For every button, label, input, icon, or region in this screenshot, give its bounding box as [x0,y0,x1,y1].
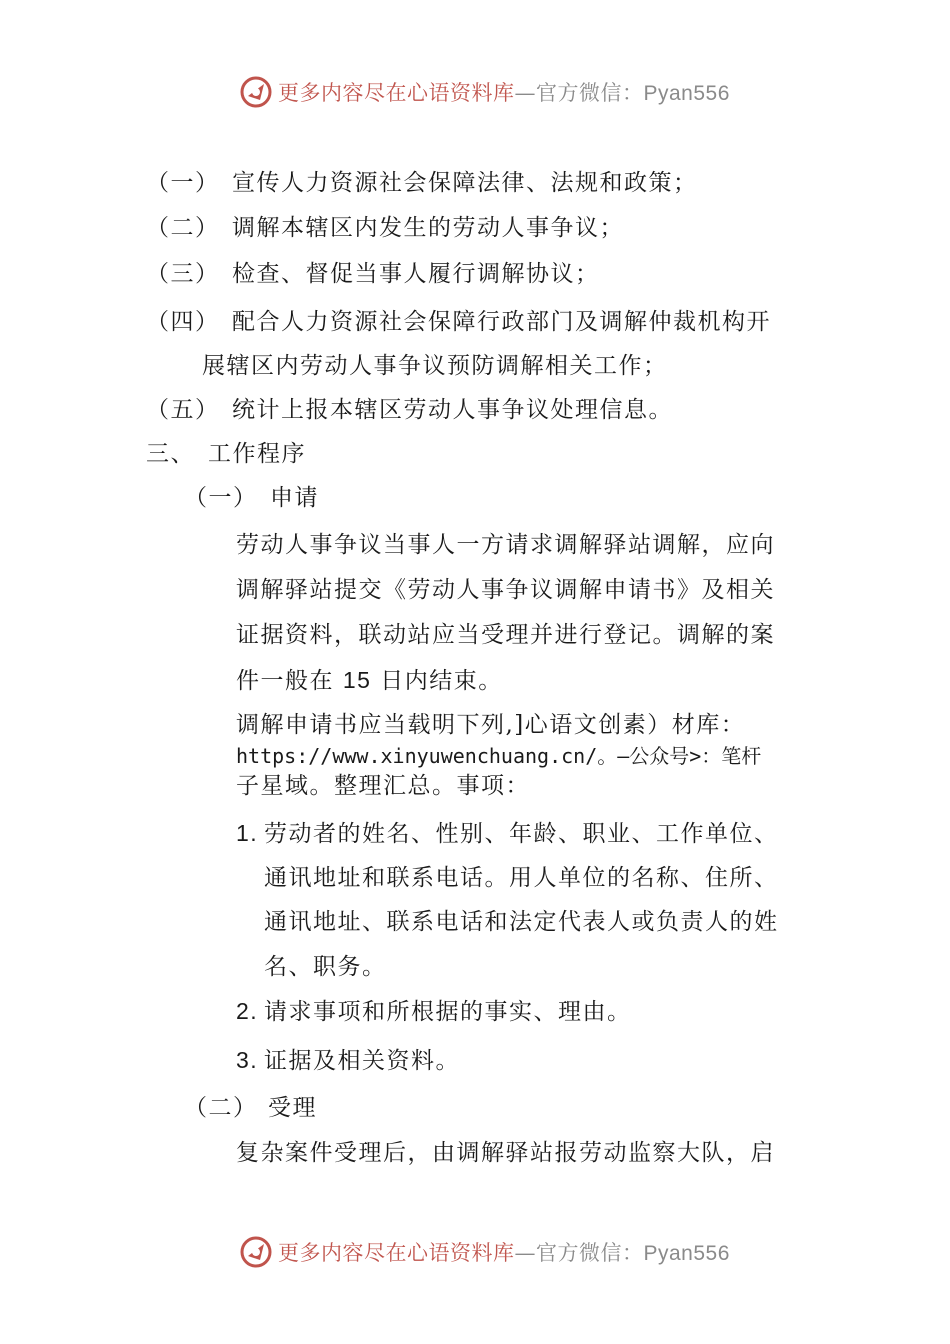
paragraph-line: 劳动人事争议当事人一方请求调解驿站调解，应向 [236,532,775,558]
paragraph-line: 调解驿站提交《劳动人事争议调解申请书》及相关 [236,577,775,603]
paragraph-line: 复杂案件受理后，由调解驿站报劳动监察大队，启 [236,1140,775,1166]
subsection-heading-1: （一） 申请 [184,485,319,511]
list-item-1: 1. 劳动者的姓名、性别、年龄、职业、工作单位、 [236,820,779,847]
watermark-logo-icon [238,1234,274,1270]
duty-item-4-cont: 展辖区内劳动人事争议预防调解相关工作； [202,353,668,379]
duty-item-3: （三） 检查、督促当事人履行调解协议； [146,261,600,287]
watermark-logo-icon [238,74,274,110]
section-heading: 三、 工作程序 [146,441,306,467]
header-watermark [238,72,730,112]
paragraph-line: 件一般在 15 日内结束。 [236,667,503,694]
list-item-2: 2. 请求事项和所根据的事实、理由。 [236,998,632,1025]
footer-watermark [238,1232,730,1272]
paragraph-line: 子星域。整理汇总。事项： [236,773,530,799]
watermark-text: 更多内容尽在心语资料库—官方微信：Pyan556 [278,1241,730,1265]
duty-item-5: （五） 统计上报本辖区劳动人事争议处理信息。 [146,397,673,423]
duty-item-1: （一） 宣传人力资源社会保障法律、法规和政策； [146,170,698,196]
duty-item-2: （二） 调解本辖区内发生的劳动人事争议； [146,215,624,241]
paragraph-line: https://www.xinyuwenchuang.cn/。—公众号>：笔杆 [236,744,762,768]
list-item-1-cont: 名、职务。 [264,954,387,980]
list-item-1-cont: 通讯地址、联系电话和法定代表人或负责人的姓 [264,909,779,935]
duty-item-4: （四） 配合人力资源社会保障行政部门及调解仲裁机构开 [146,309,771,335]
list-item-3: 3. 证据及相关资料。 [236,1047,460,1074]
paragraph-line: 证据资料，联动站应当受理并进行登记。调解的案 [236,622,775,648]
subsection-heading-2: （二） 受理 [184,1095,317,1121]
watermark-text: 更多内容尽在心语资料库—官方微信：Pyan556 [278,81,730,105]
paragraph-line: 调解申请书应当载明下列,]心语文创素）材库： [236,712,746,738]
list-item-1-cont: 通讯地址和联系电话。用人单位的名称、住所、 [264,865,779,891]
